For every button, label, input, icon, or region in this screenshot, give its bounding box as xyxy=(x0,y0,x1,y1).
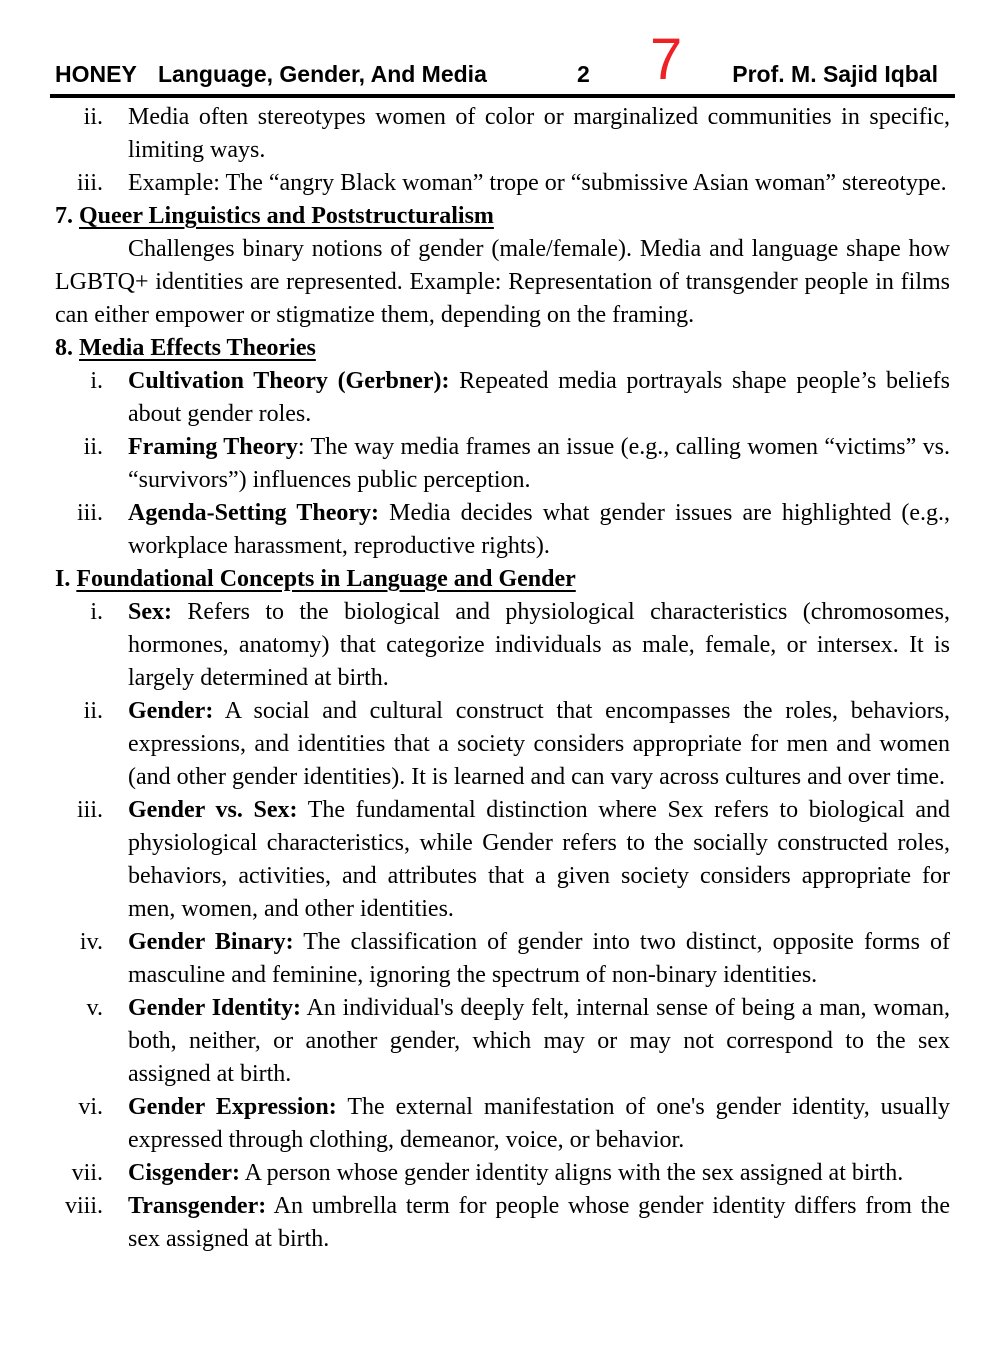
list-item-text: Cisgender: A person whose gender identity aligns with the sex assigned at birth. xyxy=(128,1160,904,1186)
section-title: Queer Linguistics and Poststructuralism xyxy=(79,203,494,229)
list-item-text: Gender vs. Sex: The fundamental distinction where Sex refers to biological and physiological characteristics, while Gender refers to the socially constructed roles, behaviors, activities, and attributes that a given society considers appropriate for men, women, and other identities. xyxy=(128,797,951,922)
paragraph: Challenges binary notions of gender (male/female). Media and language shape how LGBTQ+ identities are represented. Example: Representation of transgender people in films can either empower or stigmatize them, depending on the framing. xyxy=(55,236,950,328)
list-marker: iv. xyxy=(79,929,103,955)
list-item-text: Transgender: An umbrella term for people whose gender identity differs from the sex assigned at birth. xyxy=(128,1193,950,1252)
list-item xyxy=(55,596,950,695)
list-item xyxy=(55,794,950,926)
list-item-text: Cultivation Theory (Gerbner): Repeated media portrayals shape people’s beliefs about gender roles. xyxy=(128,368,950,427)
list-item xyxy=(55,926,950,992)
list-item-text: Sex: Refers to the biological and physiological characteristics (chromosomes, hormones, anatomy) that categorize individuals as male, female, or intersex. It is largely determined at birth. xyxy=(128,599,950,691)
doc-label: HONEY xyxy=(55,61,137,87)
list-marker: vii. xyxy=(71,1160,103,1186)
section-title: Media Effects Theories xyxy=(79,335,316,361)
section-title: Foundational Concepts in Language and Gender xyxy=(76,566,576,592)
list-item xyxy=(55,167,950,200)
list-marker: i. xyxy=(90,599,103,625)
list-marker: iii. xyxy=(76,170,103,196)
section-number: 8. xyxy=(55,335,73,361)
list-item-text: Agenda-Setting Theory: Media decides what gender issues are highlighted (e.g., workplace harassment, reproductive rights). xyxy=(128,500,950,559)
list-item-text: Gender Identity: An individual's deeply felt, internal sense of being a man, woman, both, neither, or another gender, which may or may not correspond to the sex assigned at birth. xyxy=(128,995,951,1087)
list-item-text: Gender Expression: The external manifestation of one's gender identity, usually expressed through clothing, demeanor, voice, or behavior. xyxy=(128,1094,950,1153)
list-marker: ii. xyxy=(83,104,103,130)
list-item xyxy=(55,992,950,1091)
list-marker: ii. xyxy=(83,698,103,724)
list-marker: vi. xyxy=(78,1094,103,1120)
list-item xyxy=(55,101,950,167)
list-item xyxy=(55,1190,950,1256)
list-item-text: Gender Binary: The classification of gender into two distinct, opposite forms of masculine and feminine, ignoring the spectrum of non-binary identities. xyxy=(128,929,950,988)
page-number: 2 xyxy=(577,61,590,87)
list-item xyxy=(55,695,950,794)
section-number: I. xyxy=(55,566,71,592)
list-marker: iii. xyxy=(76,500,103,526)
list-marker: ii. xyxy=(83,434,103,460)
corner-page-number: 7 xyxy=(650,26,683,92)
author-name: Prof. M. Sajid Iqbal xyxy=(732,61,938,87)
section-heading xyxy=(55,563,950,596)
list-item-text: Gender: A social and cultural construct that encompasses the roles, behaviors, expressions, and identities that a society considers appropriate for men and women (and other gender identities). It is learned and can vary across cultures and over time. xyxy=(128,698,950,790)
list-marker: i. xyxy=(90,368,103,394)
list-marker: iii. xyxy=(76,797,103,823)
list-marker: v. xyxy=(86,995,103,1021)
list-item xyxy=(55,1157,950,1190)
list-item-text: Framing Theory: The way media frames an issue (e.g., calling women “victims” vs. “survivors”) influences public perception. xyxy=(128,434,950,493)
list-item xyxy=(55,431,950,497)
list-marker: viii. xyxy=(64,1193,103,1219)
list-item xyxy=(55,497,950,563)
section-heading xyxy=(55,332,950,365)
section-number: 7. xyxy=(55,203,73,229)
section-heading xyxy=(55,200,950,233)
page-header xyxy=(50,0,955,98)
list-item-text: Media often stereotypes women of color or marginalized communities in specific, limiting ways. xyxy=(128,104,950,163)
list-item xyxy=(55,365,950,431)
list-item xyxy=(55,1091,950,1157)
list-item-text: Example: The “angry Black woman” trope or “submissive Asian woman” stereotype. xyxy=(128,170,947,196)
course-title: Language, Gender, And Media xyxy=(158,61,487,87)
content xyxy=(55,101,950,1256)
